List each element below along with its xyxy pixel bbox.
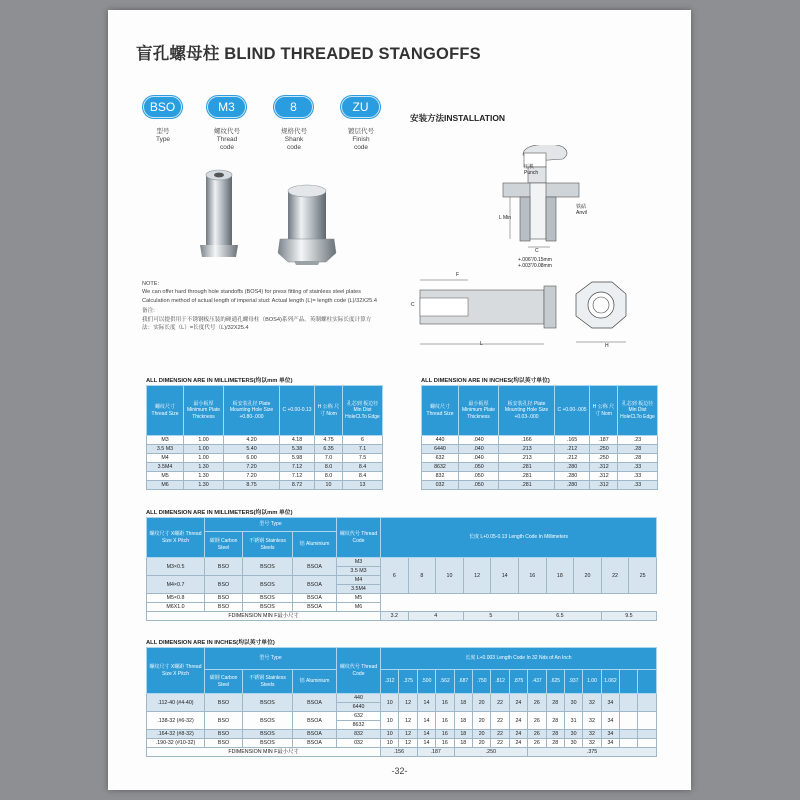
table-cell: 24	[509, 739, 527, 748]
table-cell: 5.98	[280, 454, 315, 463]
table-footer-row	[147, 612, 657, 621]
column-header: .500	[417, 670, 435, 694]
table-cell: 14	[491, 558, 519, 594]
table-cell: 8.0	[315, 472, 343, 481]
h-label: H	[605, 343, 609, 349]
table-cell: 14	[417, 730, 435, 739]
table-cell: 18	[454, 694, 472, 712]
column-header: .750	[472, 670, 490, 694]
table-cell: 22	[491, 739, 509, 748]
table-cell: 1.00	[184, 454, 224, 463]
table-cell: 30	[564, 694, 582, 712]
table-cell	[638, 730, 656, 739]
table-cell: 8.4	[343, 472, 383, 481]
column-header: H 公称 尺寸 Nom	[315, 386, 343, 436]
table-cell: M4×0.7	[147, 576, 205, 594]
table-cell: .33	[618, 481, 658, 490]
table-cell: 032	[337, 739, 381, 748]
table-cell	[638, 712, 656, 730]
table-cell: BSO	[205, 730, 243, 739]
table-cell: 10	[315, 481, 343, 490]
tolerance-label: +.006"/0.15mm +.003"/0.08mm	[518, 257, 552, 269]
table-cell: 20	[472, 712, 490, 730]
column-header: .437	[528, 670, 546, 694]
column-header: .562	[436, 670, 454, 694]
code-label-finish: 镀层代号 Finish code	[348, 128, 374, 151]
table-cell: .166	[499, 436, 555, 445]
table-cell: 1.30	[184, 463, 224, 472]
column-header: 碳钢 Carbon Steel	[205, 670, 243, 694]
table-cell: 28	[546, 730, 564, 739]
table-cell: 6.00	[224, 454, 280, 463]
column-header: 螺纹尺寸 Thread Size	[422, 386, 459, 436]
table-cell: 7.5	[343, 454, 383, 463]
table-row	[422, 436, 658, 445]
table-cell: .312	[590, 463, 618, 472]
table-cell: 16	[436, 730, 454, 739]
table-cell: 6.35	[315, 445, 343, 454]
table-cell: .190-32 (#10-32)	[147, 739, 205, 748]
code-pill-shank: 8	[274, 96, 313, 118]
table-cell: 8.75	[224, 481, 280, 490]
table-cell: 7.12	[280, 463, 315, 472]
table-cell: 26	[528, 712, 546, 730]
table-cell: 32	[583, 730, 601, 739]
column-header: 最小板厚 Minimum Plate Thickness	[459, 386, 499, 436]
table-cell: .050	[459, 463, 499, 472]
table-cell: 26	[528, 730, 546, 739]
f-label: F	[456, 272, 460, 278]
table-cell: FDIMENSION MIN F最小尺寸	[147, 612, 381, 621]
table-inch	[421, 385, 658, 490]
table-cell: 8	[408, 558, 436, 594]
page-number: -32-	[391, 766, 408, 776]
table-cell: 12	[399, 730, 417, 739]
table-cell: 24	[509, 730, 527, 739]
table-cell: 1.00	[184, 445, 224, 454]
table-cell: 5	[463, 612, 518, 621]
table-cell: 32	[583, 739, 601, 748]
table-cell: 7.0	[315, 454, 343, 463]
column-header: 最小板厚 Minimum Plate Thickness	[184, 386, 224, 436]
table-cell: M3	[147, 436, 184, 445]
table-cell: M5	[147, 472, 184, 481]
table-length-mm	[146, 517, 657, 621]
table-row	[147, 445, 383, 454]
table-cell: 6440	[337, 703, 381, 712]
table-cell: .280	[555, 463, 590, 472]
table-cell: 7.20	[224, 463, 280, 472]
table-cell	[638, 694, 656, 712]
table-cell: 440	[422, 436, 459, 445]
table-cell: 14	[417, 694, 435, 712]
column-header: .812	[491, 670, 509, 694]
table-cell: M6	[147, 481, 184, 490]
table-cell: .281	[499, 481, 555, 490]
column-header: 铝 Aluminium	[293, 670, 337, 694]
table-cell	[620, 730, 638, 739]
c-dim-label: C	[411, 302, 415, 308]
table-cell: .050	[459, 472, 499, 481]
table-cell: 34	[601, 712, 619, 730]
code-pill-finish: ZU	[341, 96, 380, 118]
table-cell: BSOS	[243, 730, 293, 739]
table-cell: 3.2	[381, 612, 409, 621]
table-cell: 8.0	[315, 463, 343, 472]
table-cell: BSO	[205, 603, 243, 612]
table-cell: .28	[618, 445, 658, 454]
table-cell: .187	[590, 436, 618, 445]
column-header: 板安装孔径 Plate Mounting Hole Size +0.80-.000	[224, 386, 280, 436]
table-row	[147, 558, 657, 567]
column-header: 长度 L+0.05-0.13 Length Code In Millimeters	[381, 518, 657, 558]
table-cell: 24	[509, 712, 527, 730]
table-cell: 20	[472, 739, 490, 748]
table-row	[422, 481, 658, 490]
column-header: 螺纹代号 Thread Code	[337, 518, 381, 558]
column-header: 铝 Aluminium	[293, 532, 337, 558]
column-header: .375	[399, 670, 417, 694]
table-cell: 14	[417, 712, 435, 730]
l-label: L	[480, 341, 483, 347]
table-cell: .050	[459, 481, 499, 490]
table-cell: M5×0.8	[147, 594, 205, 603]
table-cell: 5.38	[280, 445, 315, 454]
table-cell	[620, 712, 638, 730]
table-cell: 1.30	[184, 481, 224, 490]
table-cell: 30	[564, 730, 582, 739]
table-cell: M3	[337, 558, 381, 567]
table-cell: .312	[590, 481, 618, 490]
table-cell: 34	[601, 694, 619, 712]
table-cell: .213	[499, 454, 555, 463]
table-cell: 7.12	[280, 472, 315, 481]
table-cell: 440	[337, 694, 381, 703]
table-cell: .33	[618, 472, 658, 481]
column-header: 板安装孔径 Plate Mounting Hole Size +0.03-.000	[499, 386, 555, 436]
code-label-shank: 规格代号 Shank code	[281, 128, 307, 151]
table-cell: .040	[459, 445, 499, 454]
table-cell: 32	[583, 712, 601, 730]
code-label-type: 型号 Type	[155, 128, 171, 143]
table-row	[147, 712, 657, 721]
table-cell: 3.5 M3	[337, 567, 381, 576]
table-cell: 16	[436, 694, 454, 712]
column-header: .687	[454, 670, 472, 694]
table-length-inch	[146, 647, 657, 757]
table-cell: 4.18	[280, 436, 315, 445]
column-header: 1.062	[601, 670, 619, 694]
table-cell: 18	[546, 558, 574, 594]
table-cell: 832	[422, 472, 459, 481]
column-header: .312	[381, 670, 399, 694]
table-row	[147, 694, 657, 703]
table-cell: 10	[381, 739, 399, 748]
table-cell: BSOS	[243, 594, 293, 603]
column-header: .625	[546, 670, 564, 694]
catalog-page	[108, 10, 691, 790]
column-header	[638, 670, 656, 694]
table-cell: BSO	[205, 739, 243, 748]
table-cell: 4	[408, 612, 463, 621]
c-label: C	[535, 248, 539, 254]
column-header: 长度 L+0.003 Length Code In 32 Nds of An Inch	[381, 648, 657, 670]
table-row	[422, 454, 658, 463]
table-cell: M6	[337, 603, 381, 612]
table-cell: 34	[601, 739, 619, 748]
table-cell: 1.30	[184, 472, 224, 481]
table-row	[147, 463, 383, 472]
table-cell: .165	[555, 436, 590, 445]
table-mm	[146, 385, 383, 490]
installation-heading: 安装方法INSTALLATION	[410, 113, 506, 123]
table-cell: .33	[618, 463, 658, 472]
table-cell: 22	[491, 712, 509, 730]
table-cell: .23	[618, 436, 658, 445]
table-cell: BSO	[205, 576, 243, 594]
table-cell: 31	[564, 712, 582, 730]
lmin-label: L Min	[499, 215, 512, 221]
column-header: 1.00	[583, 670, 601, 694]
table-cell: 6.5	[518, 612, 601, 621]
table-row	[422, 472, 658, 481]
table-cell: 28	[546, 694, 564, 712]
table-cell: BSOS	[243, 558, 293, 576]
table-cell: BSOA	[293, 694, 337, 712]
table-cell: BSO	[205, 694, 243, 712]
table-cell: .138-32 (#6-32)	[147, 712, 205, 730]
table-cell: BSOA	[293, 576, 337, 594]
table-cell: 26	[528, 694, 546, 712]
table-cell: 22	[491, 730, 509, 739]
table-cell: 4.20	[224, 436, 280, 445]
table-cell: 5.40	[224, 445, 280, 454]
table-cell: BSOS	[243, 712, 293, 730]
table-cell: M5	[337, 594, 381, 603]
table-cell: 32	[583, 694, 601, 712]
table-cell: 22	[601, 558, 629, 594]
column-header: 型号 Type	[205, 518, 337, 532]
table-cell	[638, 739, 656, 748]
table-cell: .281	[499, 463, 555, 472]
table-cell: 3.5M4	[337, 585, 381, 594]
code-label-thread: 螺纹代号 Thread code	[214, 128, 240, 151]
table-length-inch-heading: ALL DIMENSION ARE IN INCHES(均以英寸单位)	[146, 640, 275, 646]
table-cell: 16	[436, 712, 454, 730]
table-cell: 12	[399, 739, 417, 748]
table-cell: 032	[422, 481, 459, 490]
punch-label: 压机 Punch	[524, 164, 539, 176]
table-cell: 22	[491, 694, 509, 712]
table-cell: 16	[436, 739, 454, 748]
table-row	[147, 730, 657, 739]
table-cell: 34	[601, 730, 619, 739]
table-cell: BSOS	[243, 739, 293, 748]
column-header: 型号 Type	[205, 648, 337, 670]
table-cell: 6	[381, 558, 409, 594]
table-cell: 8632	[422, 463, 459, 472]
table-cell: .312	[590, 472, 618, 481]
table-footer-row	[147, 748, 657, 757]
table-cell: .28	[618, 454, 658, 463]
table-cell: 20	[472, 730, 490, 739]
table-cell: 18	[454, 712, 472, 730]
table-cell: 6	[343, 436, 383, 445]
table-cell: 10	[381, 712, 399, 730]
table-cell: 3.5 M3	[147, 445, 184, 454]
code-pill-type: BSO	[143, 96, 182, 118]
table-cell: M4	[337, 576, 381, 585]
table-cell: 6440	[422, 445, 459, 454]
table-cell: .212	[555, 445, 590, 454]
table-inch-heading: ALL DIMENSION ARE IN INCHES(均以英寸单位)	[421, 378, 550, 384]
table-cell: BSOA	[293, 558, 337, 576]
table-cell: BSOA	[293, 739, 337, 748]
table-cell: 8.72	[280, 481, 315, 490]
column-header: 碳钢 Carbon Steel	[205, 532, 243, 558]
table-cell: BSOA	[293, 730, 337, 739]
column-header: 螺纹尺寸 Thread Size	[147, 386, 184, 436]
table-cell	[620, 694, 638, 712]
table-cell: 13	[343, 481, 383, 490]
column-header: .937	[564, 670, 582, 694]
table-cell: BSO	[205, 712, 243, 730]
table-cell: BSOS	[243, 576, 293, 594]
note-block: NOTE: We can offer hard through hole standoffs (BOS4) for press fitting of stainless steel plates Calculation method of actual length of imperial stud: Actual length (L)= length code (L)/32X25.4 备注: 我们可以提供用于不锈钢板压装的硬通孔螺母柱（BOS4)系列产品。英制螺柱实际长度计算方法：实际长度（L）=长度代号（L)/32X25.4	[142, 281, 377, 332]
table-cell: 3.5M4	[147, 463, 184, 472]
table-cell: 10	[381, 694, 399, 712]
table-cell: FDIMENSION MIN F最小尺寸	[147, 748, 381, 757]
table-cell: BSO	[205, 594, 243, 603]
table-cell: 632	[422, 454, 459, 463]
table-cell: M3×0.5	[147, 558, 205, 576]
column-header: .875	[509, 670, 527, 694]
table-row	[147, 603, 657, 612]
table-cell: M6X1.0	[147, 603, 205, 612]
column-header: 螺纹尺寸 X螺距 Thread Size X Pitch	[147, 648, 205, 694]
table-cell: 12	[399, 694, 417, 712]
anvil-label: 铁砧 Anvil	[576, 204, 587, 216]
table-cell: .112-40 (#4-40)	[147, 694, 205, 712]
table-cell: .250	[454, 748, 528, 757]
column-header: 不锈钢 Stainless Steels	[243, 532, 293, 558]
table-cell: 26	[528, 739, 546, 748]
column-header: 孔芯到 板边径 Min Dist HoleCLTo Edge	[343, 386, 383, 436]
table-cell: 14	[417, 739, 435, 748]
table-cell: BSO	[205, 558, 243, 576]
table-cell: .280	[555, 472, 590, 481]
code-pill-thread: M3	[207, 96, 246, 118]
table-cell: 28	[546, 712, 564, 730]
table-length-mm-heading: ALL DIMENSION ARE IN MILLIMETERS(均以mm 单位)	[146, 510, 293, 516]
table-cell: .213	[499, 445, 555, 454]
table-cell	[620, 739, 638, 748]
table-cell: .187	[417, 748, 454, 757]
column-header: 螺纹尺寸 X螺距 Thread Size X Pitch	[147, 518, 205, 558]
table-cell: BSOA	[293, 603, 337, 612]
table-row	[147, 594, 657, 603]
table-row	[147, 436, 383, 445]
table-cell: 12	[399, 712, 417, 730]
table-cell: .212	[555, 454, 590, 463]
table-cell: 8.4	[343, 463, 383, 472]
table-row	[147, 472, 383, 481]
table-cell: 24	[509, 694, 527, 712]
installation-diagram	[498, 145, 608, 275]
column-header: 孔芯到 板边径 Min Dist HoleCLTo Edge	[618, 386, 658, 436]
table-cell: 10	[436, 558, 464, 594]
table-cell: BSOS	[243, 603, 293, 612]
table-mm-heading: ALL DIMENSION ARE IN MILLIMETERS(均以mm 单位)	[146, 378, 293, 384]
column-header	[620, 670, 638, 694]
table-cell: .040	[459, 454, 499, 463]
table-cell: 18	[454, 739, 472, 748]
table-cell: .375	[528, 748, 657, 757]
table-cell: 1.00	[184, 436, 224, 445]
table-cell: .250	[590, 454, 618, 463]
table-cell: .250	[590, 445, 618, 454]
table-cell: .164-32 (#8-32)	[147, 730, 205, 739]
column-header: 不锈钢 Stainless Steels	[243, 670, 293, 694]
table-cell: 28	[546, 739, 564, 748]
table-cell: BSOA	[293, 712, 337, 730]
table-cell: 832	[337, 730, 381, 739]
table-cell: 20	[574, 558, 602, 594]
table-cell: 4.75	[315, 436, 343, 445]
standoff-product-image	[186, 165, 356, 275]
table-cell: 25	[629, 558, 657, 594]
table-row	[422, 445, 658, 454]
table-cell: .156	[381, 748, 418, 757]
table-row	[147, 454, 383, 463]
table-cell: 18	[454, 730, 472, 739]
table-cell: 20	[472, 694, 490, 712]
column-header: C +0.00-.005	[555, 386, 590, 436]
table-cell: 632	[337, 712, 381, 721]
column-header: 螺纹代号 Thread Code	[337, 648, 381, 694]
table-cell: 8632	[337, 721, 381, 730]
table-cell: 7.1	[343, 445, 383, 454]
table-row	[147, 739, 657, 748]
table-cell: 16	[518, 558, 546, 594]
column-header: H 公称 尺寸 Nom	[590, 386, 618, 436]
table-cell: .040	[459, 436, 499, 445]
page-title: 盲孔螺母柱 BLIND THREADED STANGOFFS	[136, 45, 481, 63]
table-cell: BSOS	[243, 694, 293, 712]
table-cell: 7.20	[224, 472, 280, 481]
table-cell: 10	[381, 730, 399, 739]
column-header: C +0.00-0.13	[280, 386, 315, 436]
table-cell: .280	[555, 481, 590, 490]
table-cell: 9.5	[601, 612, 656, 621]
table-row	[422, 463, 658, 472]
table-cell: 30	[564, 739, 582, 748]
table-cell: BSOA	[293, 594, 337, 603]
table-cell: M4	[147, 454, 184, 463]
technical-drawing	[408, 272, 638, 360]
table-cell: 12	[463, 558, 491, 594]
table-row	[147, 481, 383, 490]
table-cell: .281	[499, 472, 555, 481]
